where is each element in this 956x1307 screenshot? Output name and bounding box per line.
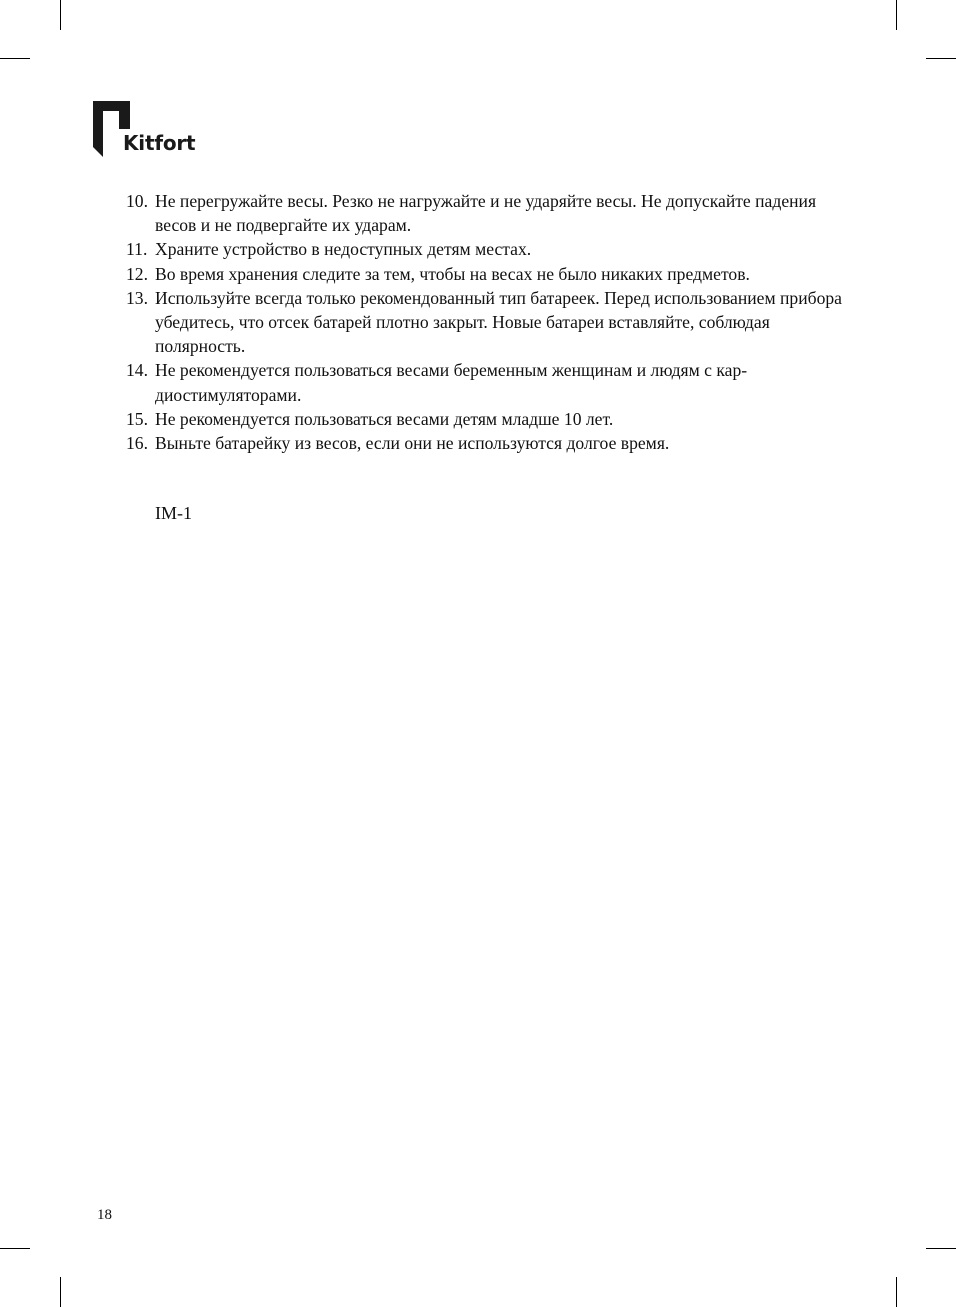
crop-mark-top-left-vertical bbox=[60, 0, 61, 30]
list-item bbox=[126, 237, 846, 261]
list-item-text: Во время хранения следите за тем, чтобы на весах не было никаких предметов. bbox=[155, 263, 750, 284]
list-item bbox=[126, 262, 846, 286]
page-number: 18 bbox=[97, 1207, 112, 1223]
list-item bbox=[126, 431, 846, 455]
crop-mark-bottom-right-horizontal bbox=[926, 1248, 956, 1249]
list-item-number: 13. bbox=[126, 287, 148, 308]
list-item-text: Не перегружайте весы. Резко не нагружайте и не ударяйте весы. Не допускайте падения весов и не подвергайте их ударам. bbox=[155, 191, 817, 236]
list-item-number: 15. bbox=[126, 408, 148, 429]
list-item-text: Не рекомендуется пользоваться весами беременным женщинам и людям с кардиостимуляторами. bbox=[155, 360, 748, 405]
crop-mark-bottom-left-vertical bbox=[60, 1277, 61, 1307]
crop-mark-top-right-horizontal bbox=[926, 58, 956, 59]
list-item-text: Выньте батарейку из весов, если они не используются долгое время. bbox=[155, 433, 670, 454]
model-code: IM-1 bbox=[155, 503, 192, 523]
list-item-text: Используйте всегда только рекомендованный тип батареек. Перед использованием прибора убедитесь, что отсек батарей плотно закрыт. Новые батареи вставляйте, соблюдая полярность. bbox=[155, 287, 842, 357]
list-item bbox=[126, 189, 846, 237]
brand-name: Kitfort bbox=[123, 131, 196, 155]
list-item-number: 14. bbox=[126, 360, 148, 381]
list-item-number: 11. bbox=[126, 239, 148, 260]
list-item-number: 12. bbox=[126, 263, 148, 284]
crop-mark-bottom-left-horizontal bbox=[0, 1248, 30, 1249]
list-item-number: 16. bbox=[126, 433, 148, 454]
list-item-text: Храните устройство в недоступных детям местах. bbox=[155, 239, 532, 260]
crop-mark-top-right-vertical bbox=[896, 0, 897, 30]
crop-mark-top-left-horizontal bbox=[0, 58, 30, 59]
list-item-text: Не рекомендуется пользоваться весами детям младше 10 лет. bbox=[155, 408, 614, 429]
crop-mark-bottom-right-vertical bbox=[896, 1277, 897, 1307]
list-item bbox=[126, 286, 846, 359]
list-item bbox=[126, 407, 846, 431]
brand-logo bbox=[93, 101, 213, 157]
list-item bbox=[126, 358, 846, 406]
instructions-list bbox=[126, 189, 846, 455]
list-item-number: 10. bbox=[126, 191, 148, 211]
